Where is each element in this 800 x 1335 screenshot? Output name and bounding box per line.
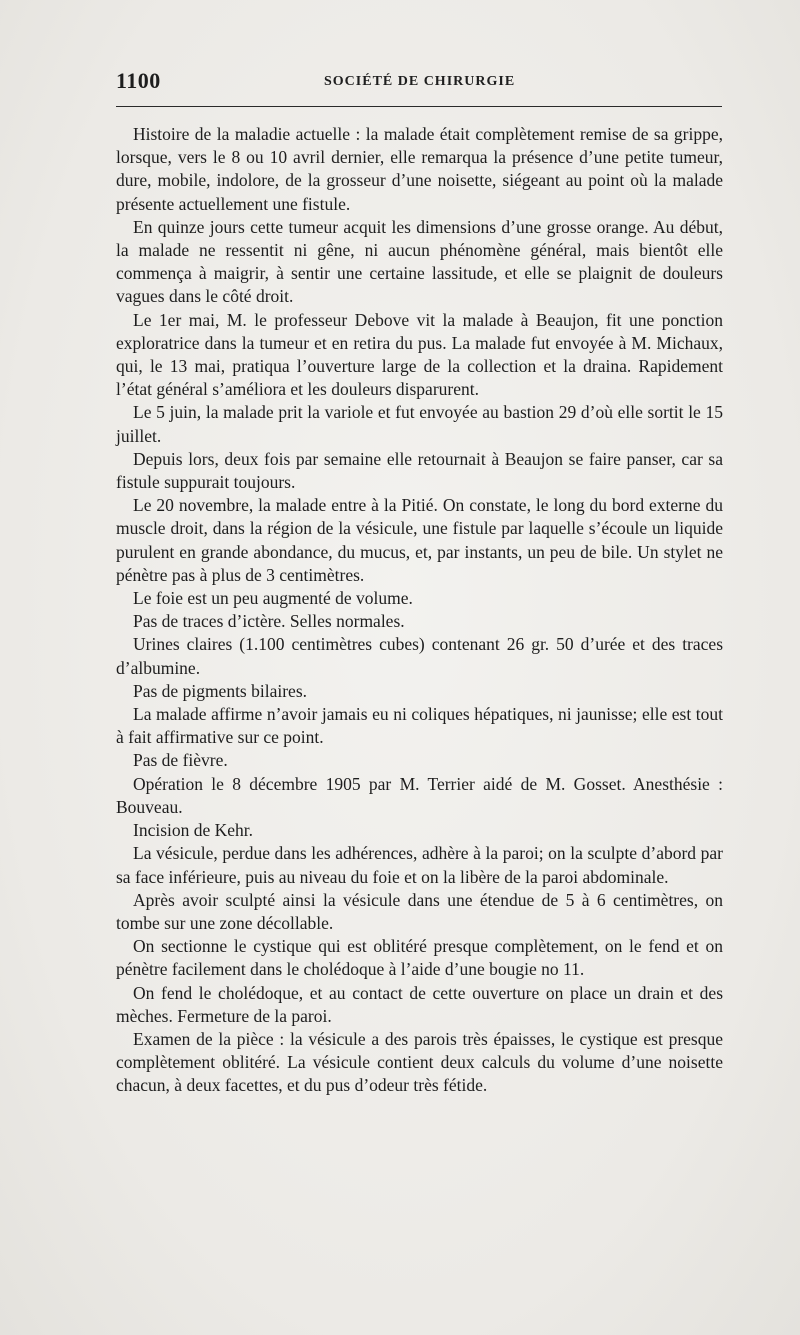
paragraph-examination: Examen de la pièce : la vésicule a des parois très épaisses, le cystique est presque complètement oblitéré. La vésicule contient deux calculs du volume d’une noisette chacun, à deux facettes, et du pus d’odeur très fétide. bbox=[116, 1028, 723, 1096]
paragraph-fever: Pas de fièvre. bbox=[133, 750, 228, 771]
paragraph-tumor-growth: En quinze jours cette tumeur acquit les dimensions d’une grosse orange. Au début, la malade ne ressentit ni gêne, ni aucun phénomène général, mais bientôt elle commença à maigrir, à sentir une certaine lassitude, et elle se plaignit de douleurs vagues dans le côté droit. bbox=[116, 216, 723, 307]
paragraph-admission: Le 20 novembre, la malade entre à la Pitié. On constate, le long du bord externe du muscle droit, dans la région de la vésicule, une fistule par laquelle s’écoule un liquide purulent en grande abondance, du mucus, et, par instants, un peu de bile. Un stylet ne pénètre pas à plus de 3 centimètres. bbox=[116, 495, 723, 585]
paragraph-puncture: Le 1er mai, M. le professeur Debove vit la malade à Beaujon, fit une ponction exploratrice dans la tumeur et en retira du pus. La malade fut envoyée à M. Michaux, qui, le 13 mai, pratiqua l’ouverture large de la collection et la draina. Rapidement l’état général s’améliora et les douleurs disparurent. bbox=[116, 309, 723, 400]
paragraph-choledoch: On fend le cholédoque, et au contact de cette ouverture on place un drain et des mèches. Fermeture de la paroi. bbox=[116, 982, 723, 1026]
header-rule bbox=[116, 106, 722, 107]
page-number: 1100 bbox=[116, 68, 161, 93]
paragraph-incision: Incision de Kehr. bbox=[133, 820, 254, 841]
paragraph-urine: Urines claires (1.100 centimètres cubes) contenant 26 gr. 50 d’urée et des traces d’albumine. bbox=[116, 634, 723, 678]
paragraph-liver: Le foie est un peu augmenté de volume. bbox=[133, 588, 413, 609]
paragraph-colic: La malade affirme n’avoir jamais eu ni coliques hépatiques, ni jaunisse; elle est tout à fait affirmative sur ce point. bbox=[116, 704, 723, 748]
paragraph-icterus: Pas de traces d’ictère. Selles normales. bbox=[133, 611, 405, 632]
paragraph-dressings: Depuis lors, deux fois par semaine elle retournait à Beaujon se faire panser, car sa fistule suppurait toujours. bbox=[116, 448, 723, 493]
paragraph-operation: Opération le 8 décembre 1905 par M. Terrier aidé de M. Gosset. Anesthésie : Bouveau. bbox=[116, 773, 723, 817]
page-header bbox=[116, 68, 722, 100]
paragraph-variola: Le 5 juin, la malade prit la variole et fut envoyée au bastion 29 d’où elle sortit le 15 juillet. bbox=[116, 402, 723, 446]
running-title: SOCIÉTÉ DE CHIRURGIE bbox=[324, 74, 516, 89]
paragraph-sculpting: Après avoir sculpté ainsi la vésicule dans une étendue de 5 à 6 centimètres, on tombe sur une zone décollable. bbox=[116, 889, 723, 933]
body-text bbox=[116, 123, 723, 1098]
paragraph-history: Histoire de la maladie actuelle : la malade était complètement remise de sa grippe, lorsque, vers le 8 ou 10 avril dernier, elle remarqua la présence d’une petite tumeur, dure, mobile, indolore, de la grosseur d’une noisette, siégeant au point où la malade présente actuellement une fistule. bbox=[116, 124, 723, 214]
paragraph-vesicle: La vésicule, perdue dans les adhérences, adhère à la paroi; on la sculpte d’abord par sa face inférieure, puis au niveau du foie et on la libère de la paroi abdominale. bbox=[116, 843, 723, 887]
paragraph-cystic: On sectionne le cystique qui est oblitéré presque complètement, on le fend et on pénètre facilement dans le cholédoque à l’aide d’une bougie no 11. bbox=[116, 936, 723, 980]
paragraph-pigments: Pas de pigments bilaires. bbox=[133, 680, 308, 701]
